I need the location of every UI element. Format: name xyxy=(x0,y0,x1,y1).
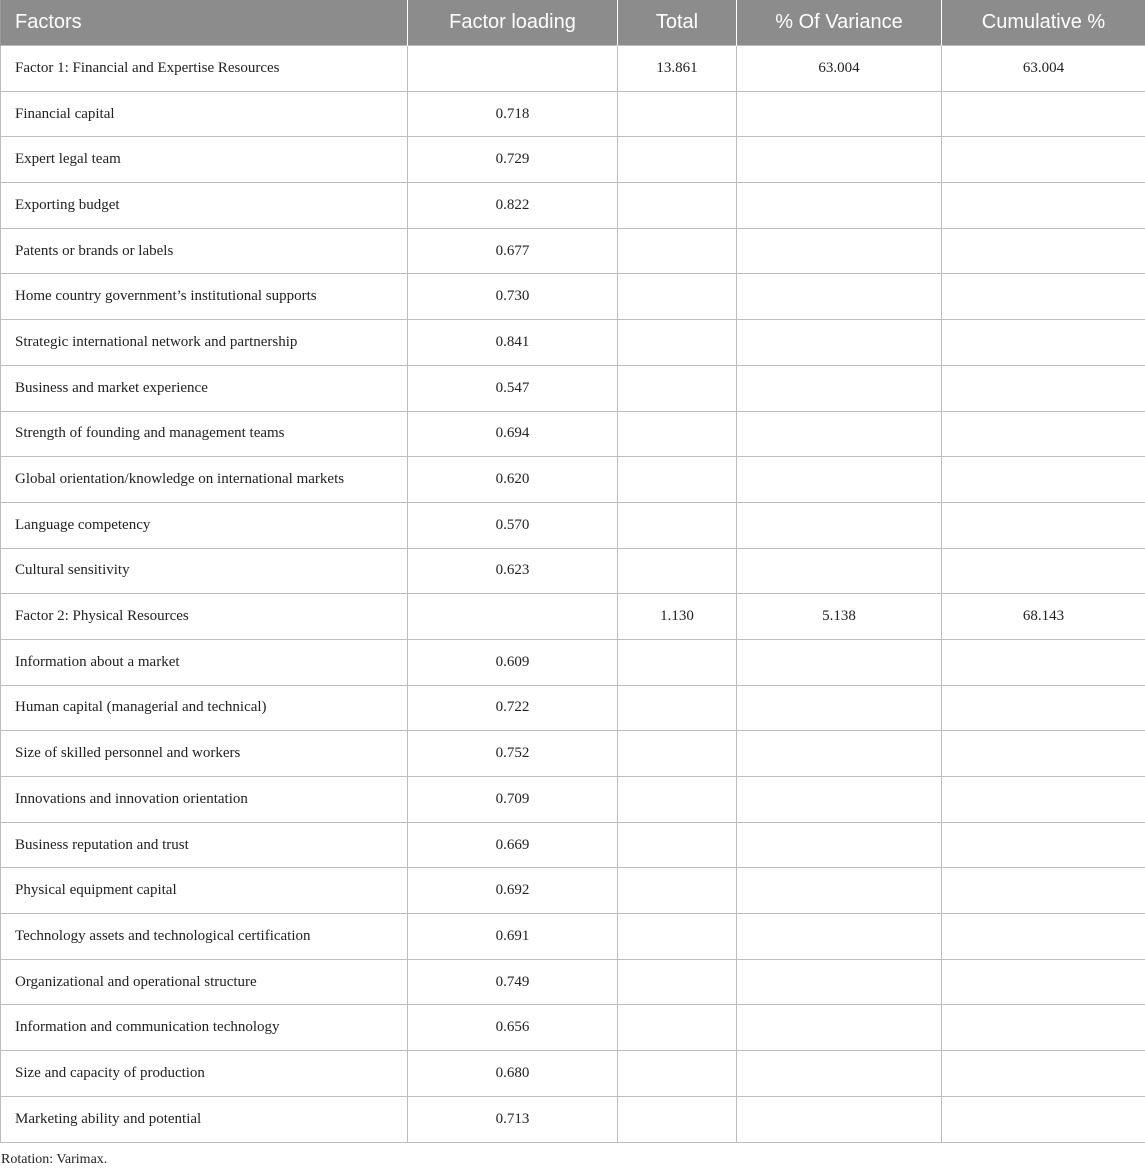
percent-of-variance-cell xyxy=(737,914,942,960)
factor-group-row xyxy=(1,46,1145,92)
cumulative-percent-cell xyxy=(942,320,1145,366)
total-cell xyxy=(618,1051,737,1097)
cumulative-percent-cell xyxy=(942,1051,1145,1097)
percent-of-variance-cell xyxy=(737,1005,942,1051)
table-row xyxy=(1,457,1145,503)
table-row xyxy=(1,183,1145,229)
factor-name-cell: Human capital (managerial and technical) xyxy=(1,685,408,731)
percent-of-variance-cell xyxy=(737,868,942,914)
cumulative-percent-cell: 63.004 xyxy=(942,46,1145,92)
table-row xyxy=(1,685,1145,731)
cumulative-percent-cell xyxy=(942,137,1145,183)
factor-name-cell: Global orientation/knowledge on international markets xyxy=(1,457,408,503)
total-cell xyxy=(618,731,737,777)
table-row xyxy=(1,91,1145,137)
table-row xyxy=(1,411,1145,457)
factor-loading-cell: 0.623 xyxy=(408,548,618,594)
total-cell xyxy=(618,274,737,320)
total-cell xyxy=(618,1005,737,1051)
cumulative-percent-cell xyxy=(942,822,1145,868)
table-row xyxy=(1,959,1145,1005)
table-row xyxy=(1,502,1145,548)
cumulative-percent-cell xyxy=(942,731,1145,777)
cumulative-percent-cell xyxy=(942,914,1145,960)
table-body xyxy=(1,46,1145,1143)
factor-name-cell: Technology assets and technological certification xyxy=(1,914,408,960)
total-cell xyxy=(618,365,737,411)
header-cumulative-percent: Cumulative % xyxy=(942,0,1145,46)
factor-name-cell: Physical equipment capital xyxy=(1,868,408,914)
total-cell xyxy=(618,1096,737,1142)
percent-of-variance-cell xyxy=(737,1051,942,1097)
factor-loading-cell: 0.729 xyxy=(408,137,618,183)
table-row xyxy=(1,914,1145,960)
factor-loading-cell: 0.691 xyxy=(408,914,618,960)
percent-of-variance-cell xyxy=(737,274,942,320)
total-cell xyxy=(618,914,737,960)
cumulative-percent-cell xyxy=(942,457,1145,503)
factor-name-cell: Expert legal team xyxy=(1,137,408,183)
cumulative-percent-cell: 68.143 xyxy=(942,594,1145,640)
factor-name-cell: Language competency xyxy=(1,502,408,548)
header-factor-loading: Factor loading xyxy=(408,0,618,46)
total-cell xyxy=(618,502,737,548)
factor-loading-cell: 0.730 xyxy=(408,274,618,320)
percent-of-variance-cell: 63.004 xyxy=(737,46,942,92)
percent-of-variance-cell xyxy=(737,502,942,548)
factor-name-cell: Home country government’s institutional supports xyxy=(1,274,408,320)
cumulative-percent-cell xyxy=(942,1096,1145,1142)
factor-name-cell: Financial capital xyxy=(1,91,408,137)
factor-name-cell: Size of skilled personnel and workers xyxy=(1,731,408,777)
cumulative-percent-cell xyxy=(942,868,1145,914)
percent-of-variance-cell xyxy=(737,137,942,183)
factor-name-cell: Business reputation and trust xyxy=(1,822,408,868)
factor-name-cell: Exporting budget xyxy=(1,183,408,229)
total-cell: 13.861 xyxy=(618,46,737,92)
percent-of-variance-cell xyxy=(737,91,942,137)
factor-loading-cell: 0.669 xyxy=(408,822,618,868)
header-total: Total xyxy=(618,0,737,46)
percent-of-variance-cell: 5.138 xyxy=(737,594,942,640)
cumulative-percent-cell xyxy=(942,183,1145,229)
factor-loading-cell: 0.609 xyxy=(408,639,618,685)
factor-loading-cell: 0.692 xyxy=(408,868,618,914)
table-row xyxy=(1,777,1145,823)
percent-of-variance-cell xyxy=(737,639,942,685)
percent-of-variance-cell xyxy=(737,411,942,457)
factor-name-cell: Cultural sensitivity xyxy=(1,548,408,594)
factor-loading-cell: 0.677 xyxy=(408,228,618,274)
table-row xyxy=(1,365,1145,411)
factor-name-cell: Patents or brands or labels xyxy=(1,228,408,274)
percent-of-variance-cell xyxy=(737,731,942,777)
table-footnote: Rotation: Varimax. xyxy=(1,1150,107,1170)
cumulative-percent-cell xyxy=(942,502,1145,548)
percent-of-variance-cell xyxy=(737,685,942,731)
table-header xyxy=(1,0,1145,46)
total-cell xyxy=(618,868,737,914)
cumulative-percent-cell xyxy=(942,411,1145,457)
total-cell xyxy=(618,320,737,366)
factor-name-cell: Business and market experience xyxy=(1,365,408,411)
cumulative-percent-cell xyxy=(942,639,1145,685)
header-row xyxy=(1,0,1145,46)
cumulative-percent-cell xyxy=(942,548,1145,594)
factor-loading-cell: 0.547 xyxy=(408,365,618,411)
table-row xyxy=(1,822,1145,868)
factor-loading-cell xyxy=(408,46,618,92)
total-cell xyxy=(618,777,737,823)
percent-of-variance-cell xyxy=(737,320,942,366)
total-cell xyxy=(618,548,737,594)
total-cell xyxy=(618,137,737,183)
factor-loading-cell: 0.722 xyxy=(408,685,618,731)
percent-of-variance-cell xyxy=(737,777,942,823)
total-cell xyxy=(618,183,737,229)
factor-loading-cell: 0.570 xyxy=(408,502,618,548)
table-row xyxy=(1,639,1145,685)
factor-loading-cell: 0.718 xyxy=(408,91,618,137)
percent-of-variance-cell xyxy=(737,365,942,411)
table-row xyxy=(1,1096,1145,1142)
factor-loading-cell: 0.680 xyxy=(408,1051,618,1097)
table-row xyxy=(1,868,1145,914)
factor-loading-cell: 0.620 xyxy=(408,457,618,503)
total-cell xyxy=(618,822,737,868)
percent-of-variance-cell xyxy=(737,183,942,229)
table-row xyxy=(1,137,1145,183)
cumulative-percent-cell xyxy=(942,274,1145,320)
cumulative-percent-cell xyxy=(942,1005,1145,1051)
factor-loading-cell: 0.752 xyxy=(408,731,618,777)
table-row xyxy=(1,1005,1145,1051)
total-cell xyxy=(618,959,737,1005)
total-cell xyxy=(618,639,737,685)
factor-name-cell: Marketing ability and potential xyxy=(1,1096,408,1142)
factor-name-cell: Strength of founding and management teams xyxy=(1,411,408,457)
factor-name-cell: Factor 1: Financial and Expertise Resources xyxy=(1,46,408,92)
percent-of-variance-cell xyxy=(737,1096,942,1142)
factor-loading-cell: 0.694 xyxy=(408,411,618,457)
percent-of-variance-cell xyxy=(737,822,942,868)
table-row xyxy=(1,320,1145,366)
percent-of-variance-cell xyxy=(737,548,942,594)
header-percent-of-variance: % Of Variance xyxy=(737,0,942,46)
factor-name-cell: Organizational and operational structure xyxy=(1,959,408,1005)
table-row xyxy=(1,731,1145,777)
factor-loading-cell: 0.656 xyxy=(408,1005,618,1051)
total-cell: 1.130 xyxy=(618,594,737,640)
factor-loading-cell: 0.709 xyxy=(408,777,618,823)
cumulative-percent-cell xyxy=(942,959,1145,1005)
factor-loading-cell xyxy=(408,594,618,640)
table-row xyxy=(1,548,1145,594)
percent-of-variance-cell xyxy=(737,457,942,503)
factor-loading-cell: 0.841 xyxy=(408,320,618,366)
total-cell xyxy=(618,685,737,731)
total-cell xyxy=(618,457,737,503)
factor-name-cell: Information about a market xyxy=(1,639,408,685)
cumulative-percent-cell xyxy=(942,91,1145,137)
cumulative-percent-cell xyxy=(942,685,1145,731)
factor-name-cell: Strategic international network and partnership xyxy=(1,320,408,366)
factor-name-cell: Information and communication technology xyxy=(1,1005,408,1051)
cumulative-percent-cell xyxy=(942,777,1145,823)
factor-name-cell: Factor 2: Physical Resources xyxy=(1,594,408,640)
cumulative-percent-cell xyxy=(942,365,1145,411)
factor-name-cell: Size and capacity of production xyxy=(1,1051,408,1097)
factor-loading-cell: 0.822 xyxy=(408,183,618,229)
table-row xyxy=(1,274,1145,320)
cumulative-percent-cell xyxy=(942,228,1145,274)
total-cell xyxy=(618,411,737,457)
percent-of-variance-cell xyxy=(737,228,942,274)
factor-name-cell: Innovations and innovation orientation xyxy=(1,777,408,823)
percent-of-variance-cell xyxy=(737,959,942,1005)
factor-loading-cell: 0.713 xyxy=(408,1096,618,1142)
total-cell xyxy=(618,228,737,274)
total-cell xyxy=(618,91,737,137)
table-row xyxy=(1,228,1145,274)
factor-loading-cell: 0.749 xyxy=(408,959,618,1005)
header-factors: Factors xyxy=(1,0,408,46)
table-row xyxy=(1,1051,1145,1097)
factor-group-row xyxy=(1,594,1145,640)
